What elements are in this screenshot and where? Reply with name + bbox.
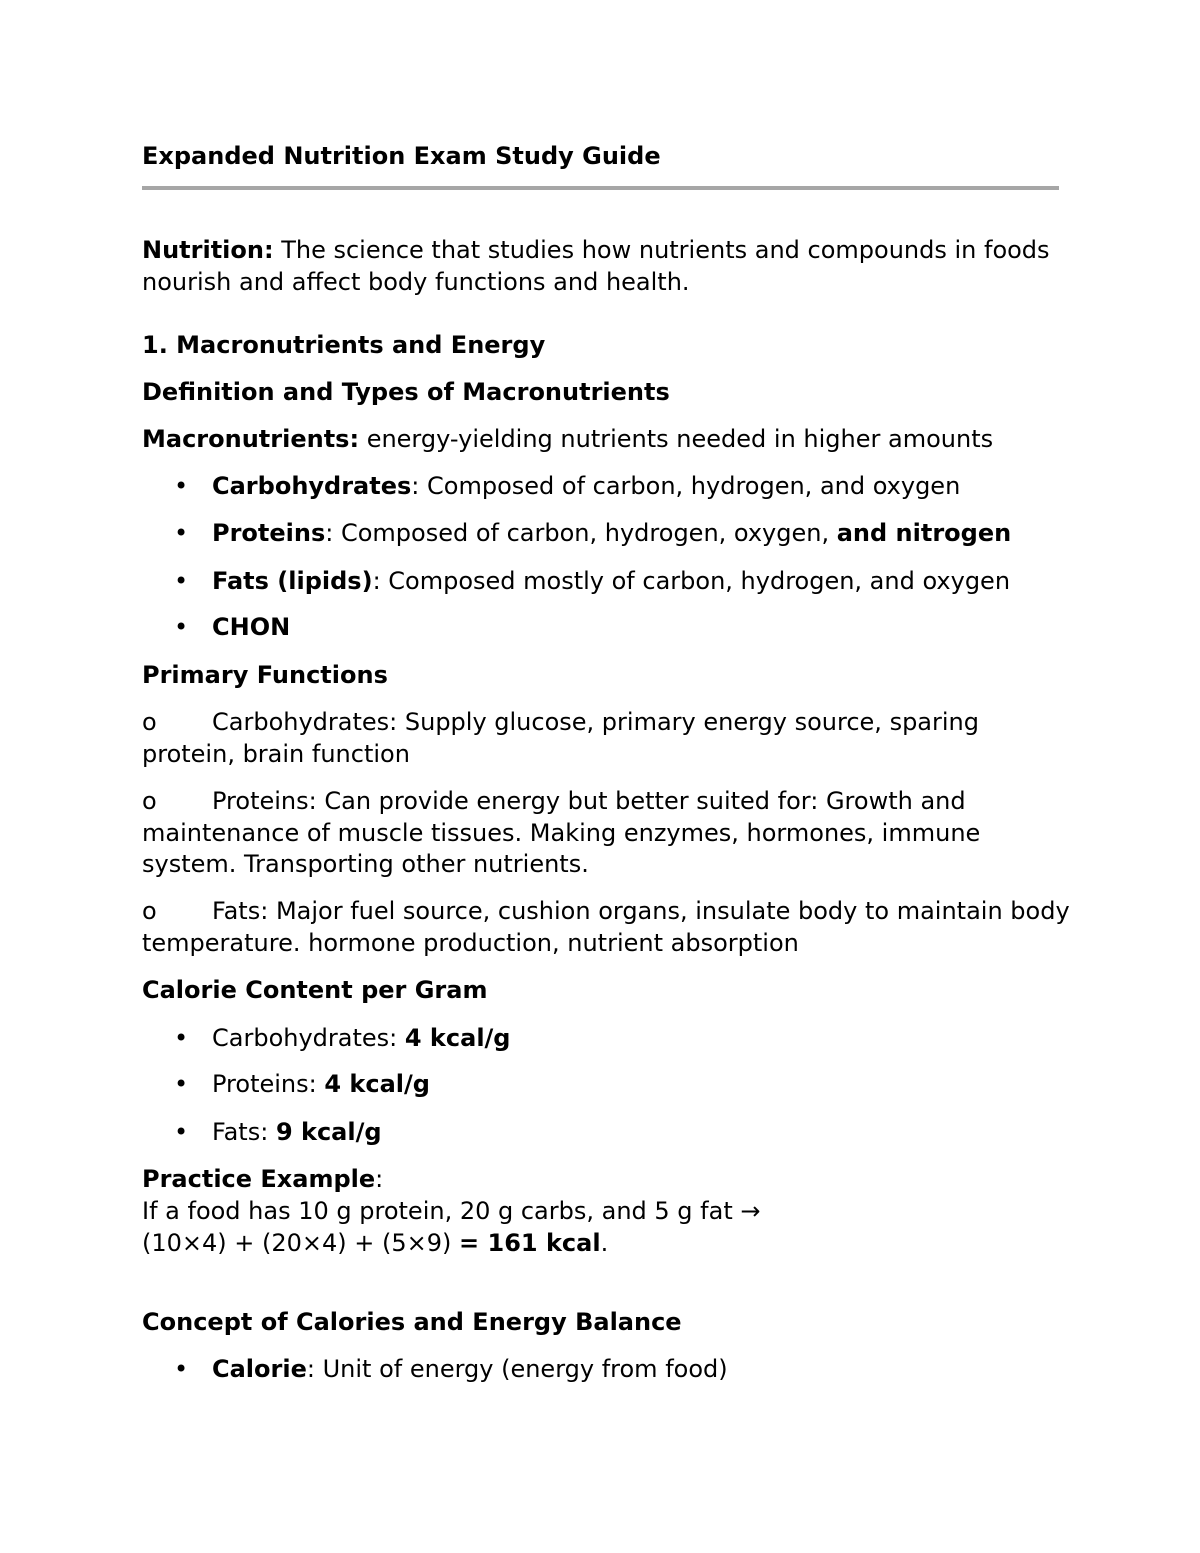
calorie-value: 4 kcal/g <box>404 1024 511 1052</box>
practice-label: Practice Example <box>142 1165 376 1193</box>
document-title: Expanded Nutrition Exam Study Guide <box>142 142 661 170</box>
function-item-line1 <box>142 785 966 817</box>
function-item-line3: system. Transporting other nutrients. <box>142 850 589 878</box>
function-text: Carbohydrates: Supply glucose, primary energy source, sparing <box>212 708 979 736</box>
bullet-icon: • <box>174 1118 189 1146</box>
list-item <box>174 1353 728 1385</box>
bullet-icon: • <box>174 1024 189 1052</box>
type-term: Proteins <box>212 519 326 547</box>
type-extra: and nitrogen <box>836 519 1012 547</box>
type-text: : Composed mostly of carbon, hydrogen, and oxygen <box>372 567 1011 595</box>
subheading-energy-balance: Concept of Calories and Energy Balance <box>142 1308 682 1336</box>
bullet-icon: • <box>174 1355 189 1383</box>
subheading-types: Definition and Types of Macronutrients <box>142 378 670 406</box>
function-item-line2: protein, brain function <box>142 740 410 768</box>
calorie-label: Carbohydrates: <box>212 1024 405 1052</box>
subheading-functions: Primary Functions <box>142 661 388 689</box>
calorie-value: 9 kcal/g <box>275 1118 382 1146</box>
balance-term: Calorie <box>212 1355 307 1383</box>
calorie-label: Fats: <box>212 1118 276 1146</box>
calorie-value: 4 kcal/g <box>324 1070 430 1098</box>
list-item <box>174 611 290 643</box>
function-item-line1 <box>142 895 1070 927</box>
function-text: Proteins: Can provide energy but better suited for: Growth and <box>212 787 966 815</box>
practice-line2 <box>142 1227 608 1259</box>
practice-colon: : <box>375 1165 384 1193</box>
title-divider <box>142 186 1059 190</box>
bullet-icon: • <box>174 567 189 595</box>
macro-text: energy-yielding nutrients needed in higher amounts <box>359 425 994 453</box>
bullet-icon: • <box>174 1070 189 1098</box>
list-item <box>174 1022 510 1054</box>
section-heading: 1. Macronutrients and Energy <box>142 331 546 359</box>
sub-marker: o <box>142 787 157 815</box>
list-item <box>174 517 1011 549</box>
macro-term: Macronutrients: <box>142 425 360 453</box>
list-item <box>174 565 1010 597</box>
practice-expression: (10×4) + (20×4) + (5×9) <box>142 1229 460 1257</box>
macronutrients-definition <box>142 423 993 455</box>
function-item-line2: temperature. hormone production, nutrient absorption <box>142 929 799 957</box>
sub-marker: o <box>142 708 157 736</box>
bullet-icon: • <box>174 519 189 547</box>
bullet-icon: • <box>174 613 189 641</box>
subheading-calories: Calorie Content per Gram <box>142 976 488 1004</box>
calorie-label: Proteins: <box>212 1070 325 1098</box>
function-item-line1 <box>142 706 979 738</box>
type-text: : Composed of carbon, hydrogen, and oxygen <box>411 472 961 500</box>
type-term: Fats (lipids) <box>212 567 373 595</box>
nutrition-definition-line1 <box>142 234 1050 266</box>
function-text: Fats: Major fuel source, cushion organs, insulate body to maintain body <box>212 897 1070 925</box>
type-term: CHON <box>212 613 291 641</box>
sub-marker: o <box>142 897 157 925</box>
bullet-icon: • <box>174 472 189 500</box>
nutrition-text: The science that studies how nutrients and compounds in foods <box>273 236 1050 264</box>
practice-end: . <box>600 1229 609 1257</box>
balance-text: : Unit of energy (energy from food) <box>306 1355 728 1383</box>
function-item-line2: maintenance of muscle tissues. Making enzymes, hormones, immune <box>142 819 981 847</box>
practice-example-heading <box>142 1163 383 1195</box>
list-item <box>174 470 960 502</box>
practice-result: = 161 kcal <box>459 1229 601 1257</box>
practice-line1: If a food has 10 g protein, 20 g carbs, and 5 g fat → <box>142 1197 761 1225</box>
type-term: Carbohydrates <box>212 472 412 500</box>
list-item <box>174 1068 430 1100</box>
nutrition-definition-line2: nourish and affect body functions and health. <box>142 268 690 296</box>
nutrition-term: Nutrition: <box>142 236 274 264</box>
list-item <box>174 1116 382 1148</box>
type-text: : Composed of carbon, hydrogen, oxygen, <box>325 519 837 547</box>
